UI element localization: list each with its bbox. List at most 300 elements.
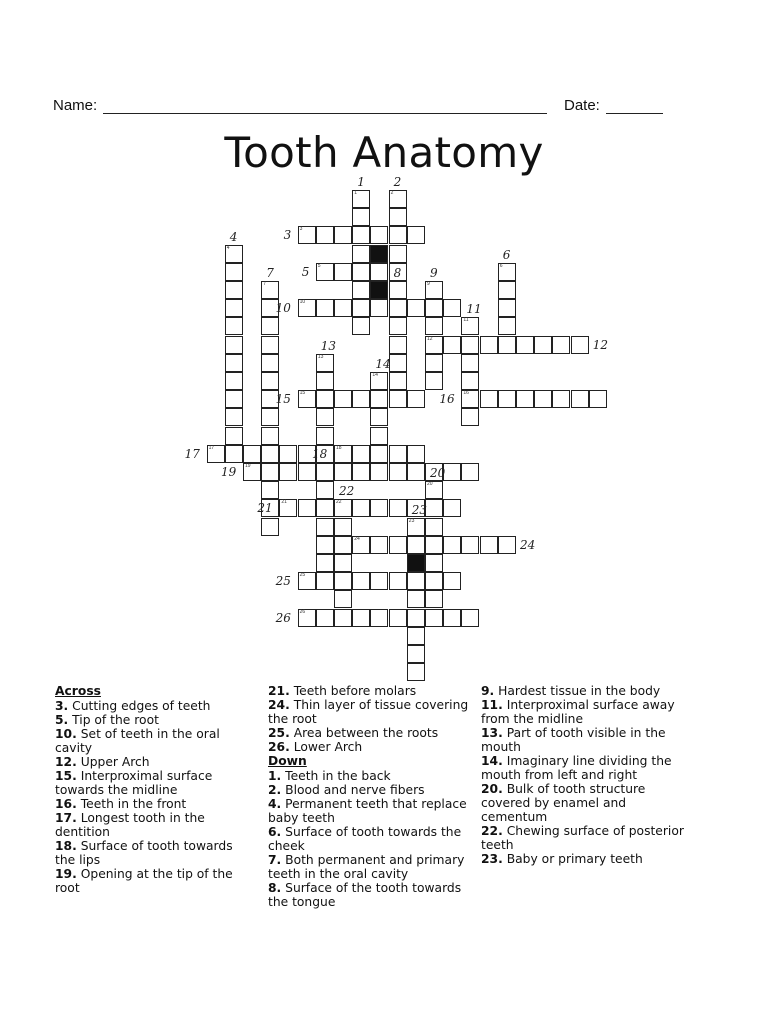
grid-cell[interactable] bbox=[498, 336, 516, 354]
grid-cell[interactable] bbox=[407, 645, 425, 663]
handwritten-number-26: 26 bbox=[275, 610, 291, 625]
grid-cell[interactable] bbox=[461, 354, 479, 372]
across-clue bbox=[55, 769, 255, 797]
grid-cell[interactable] bbox=[461, 463, 479, 481]
grid-cell[interactable] bbox=[352, 208, 370, 226]
grid-cell[interactable] bbox=[207, 445, 225, 463]
grid-cell[interactable] bbox=[225, 263, 243, 281]
down-clue bbox=[268, 783, 476, 797]
clue-number: 14. bbox=[481, 754, 503, 768]
grid-cell[interactable] bbox=[334, 463, 352, 481]
handwritten-number-11: 11 bbox=[466, 302, 482, 317]
across-clue bbox=[55, 867, 255, 895]
grid-cell[interactable] bbox=[461, 372, 479, 390]
grid-cell[interactable] bbox=[498, 281, 516, 299]
clue-text: Longest tooth in the dentition bbox=[55, 811, 205, 839]
grid-cell[interactable] bbox=[589, 390, 607, 408]
clue-number: 5. bbox=[55, 713, 69, 727]
handwritten-number-25: 25 bbox=[275, 574, 291, 589]
grid-cell[interactable] bbox=[279, 463, 297, 481]
grid-cell[interactable] bbox=[407, 518, 425, 536]
cell-number: 15 bbox=[299, 390, 306, 397]
grid-cell[interactable] bbox=[334, 299, 352, 317]
grid-cell[interactable] bbox=[334, 390, 352, 408]
grid-cell[interactable] bbox=[370, 572, 388, 590]
grid-cell[interactable] bbox=[316, 372, 334, 390]
cell-number: 23 bbox=[408, 517, 415, 524]
handwritten-number-15: 15 bbox=[275, 392, 291, 407]
blocked-cell bbox=[370, 281, 388, 299]
blocked-cell bbox=[370, 245, 388, 263]
clue-number: 12. bbox=[55, 755, 77, 769]
grid-cell[interactable] bbox=[461, 390, 479, 408]
clue-text: Interproximal surface away from the midline bbox=[481, 698, 675, 726]
grid-cell[interactable] bbox=[352, 299, 370, 317]
grid-cell[interactable] bbox=[225, 281, 243, 299]
clue-text: Interproximal surface towards the midline bbox=[55, 769, 213, 797]
page-title: Tooth Anatomy bbox=[224, 128, 544, 177]
clue-number: 3. bbox=[55, 699, 69, 713]
grid-cell[interactable] bbox=[461, 609, 479, 627]
grid-cell[interactable] bbox=[389, 390, 407, 408]
across-clue bbox=[55, 839, 255, 867]
grid-cell[interactable] bbox=[389, 463, 407, 481]
clues-column-1 bbox=[55, 684, 255, 895]
across-clue bbox=[55, 713, 255, 727]
grid-cell[interactable] bbox=[370, 609, 388, 627]
grid-cell[interactable] bbox=[516, 390, 534, 408]
cell-number: 7 bbox=[263, 281, 266, 287]
clue-number: 26. bbox=[268, 740, 290, 754]
grid-cell[interactable] bbox=[425, 499, 443, 517]
grid-cell[interactable] bbox=[461, 317, 479, 335]
grid-cell[interactable] bbox=[225, 336, 243, 354]
across-clue bbox=[268, 726, 476, 740]
grid-cell[interactable] bbox=[370, 226, 388, 244]
grid-cell[interactable] bbox=[425, 281, 443, 299]
cell-number: 3 bbox=[299, 226, 303, 233]
handwritten-number-12: 12 bbox=[592, 337, 609, 352]
clue-text: Both permanent and primary teeth in the oral cavity bbox=[268, 853, 465, 881]
grid-cell[interactable] bbox=[389, 572, 407, 590]
handwritten-number-21: 21 bbox=[257, 501, 273, 516]
grid-cell[interactable] bbox=[516, 336, 534, 354]
grid-cell[interactable] bbox=[316, 609, 334, 627]
grid-cell[interactable] bbox=[334, 226, 352, 244]
grid-cell[interactable] bbox=[225, 445, 243, 463]
clue-text: Lower Arch bbox=[289, 740, 363, 754]
grid-cell[interactable] bbox=[425, 299, 443, 317]
grid-cell[interactable] bbox=[407, 590, 425, 608]
handwritten-number-9: 9 bbox=[430, 266, 438, 280]
grid-cell[interactable] bbox=[407, 572, 425, 590]
across-clue bbox=[268, 698, 476, 726]
grid-cell[interactable] bbox=[425, 554, 443, 572]
grid-cell[interactable] bbox=[316, 536, 334, 554]
grid-cell[interactable] bbox=[498, 390, 516, 408]
clue-number: 25. bbox=[268, 726, 290, 740]
grid-cell[interactable] bbox=[370, 536, 388, 554]
grid-cell[interactable] bbox=[425, 354, 443, 372]
down-clue bbox=[268, 853, 476, 881]
handwritten-number-20: 20 bbox=[430, 466, 446, 481]
down-clue bbox=[481, 824, 693, 852]
grid-cell[interactable] bbox=[298, 226, 316, 244]
clue-text: Surface of tooth towards the cheek bbox=[268, 825, 462, 853]
grid-cell[interactable] bbox=[370, 372, 388, 390]
grid-cell[interactable] bbox=[534, 336, 552, 354]
grid-cell[interactable] bbox=[370, 445, 388, 463]
grid-cell[interactable] bbox=[425, 572, 443, 590]
clue-text: Permanent teeth that replace baby teeth bbox=[268, 797, 467, 825]
across-clue bbox=[55, 797, 255, 811]
grid-cell[interactable] bbox=[316, 226, 334, 244]
grid-cell[interactable] bbox=[389, 190, 407, 208]
grid-cell[interactable] bbox=[498, 536, 516, 554]
clue-text: Chewing surface of posterior teeth bbox=[481, 824, 684, 852]
grid-cell[interactable] bbox=[352, 263, 370, 281]
grid-cell[interactable] bbox=[461, 408, 479, 426]
grid-cell[interactable] bbox=[352, 245, 370, 263]
grid-cell[interactable] bbox=[389, 208, 407, 226]
grid-cell[interactable] bbox=[443, 572, 461, 590]
grid-cell[interactable] bbox=[498, 263, 516, 281]
handwritten-number-22: 22 bbox=[339, 484, 355, 499]
grid-cell[interactable] bbox=[316, 408, 334, 426]
clue-text: Cutting edges of teeth bbox=[68, 699, 211, 713]
cell-number: 24 bbox=[354, 535, 360, 542]
clue-text: Hardest tissue in the body bbox=[494, 684, 661, 698]
grid-cell[interactable] bbox=[443, 609, 461, 627]
grid-cell[interactable] bbox=[461, 336, 479, 354]
grid-cell[interactable] bbox=[225, 427, 243, 445]
grid-cell[interactable] bbox=[480, 336, 498, 354]
grid-cell[interactable] bbox=[352, 317, 370, 335]
grid-cell[interactable] bbox=[316, 499, 334, 517]
grid-cell[interactable] bbox=[298, 463, 316, 481]
grid-cell[interactable] bbox=[225, 299, 243, 317]
grid-cell[interactable] bbox=[261, 372, 279, 390]
down-clue bbox=[481, 782, 693, 824]
clue-text: Blood and nerve fibers bbox=[281, 783, 425, 797]
grid-cell[interactable] bbox=[243, 463, 261, 481]
grid-cell[interactable] bbox=[261, 408, 279, 426]
grid-cell[interactable] bbox=[552, 336, 570, 354]
clue-text: Set of teeth in the oral cavity bbox=[55, 727, 220, 755]
cell-number: 25 bbox=[299, 572, 306, 579]
grid-cell[interactable] bbox=[352, 190, 370, 208]
across-clue bbox=[55, 699, 255, 713]
handwritten-number-14: 14 bbox=[375, 357, 391, 371]
clue-number: 18. bbox=[55, 839, 77, 853]
grid-cell[interactable] bbox=[480, 390, 498, 408]
grid-cell[interactable] bbox=[352, 226, 370, 244]
grid-cell[interactable] bbox=[425, 317, 443, 335]
grid-cell[interactable] bbox=[334, 572, 352, 590]
name-label: Name: bbox=[53, 97, 98, 114]
grid-cell[interactable] bbox=[261, 427, 279, 445]
grid-cell[interactable] bbox=[389, 354, 407, 372]
clue-text: Part of tooth visible in the mouth bbox=[481, 726, 666, 754]
grid-cell[interactable] bbox=[443, 336, 461, 354]
grid-cell[interactable] bbox=[425, 372, 443, 390]
handwritten-number-10: 10 bbox=[275, 301, 291, 316]
handwritten-number-5: 5 bbox=[301, 264, 310, 279]
grid-cell[interactable] bbox=[334, 445, 352, 463]
grid-cell[interactable] bbox=[498, 299, 516, 317]
cell-number: 2 bbox=[390, 190, 394, 196]
grid-cell[interactable] bbox=[261, 281, 279, 299]
blocked-cell bbox=[407, 554, 425, 572]
handwritten-number-23: 23 bbox=[411, 502, 428, 517]
clue-number: 21. bbox=[268, 684, 290, 698]
handwritten-number-7: 7 bbox=[266, 266, 274, 280]
grid-cell[interactable] bbox=[389, 317, 407, 335]
grid-cell[interactable] bbox=[334, 263, 352, 281]
cell-number: 20 bbox=[427, 481, 433, 488]
grid-cell[interactable] bbox=[498, 317, 516, 335]
grid-cell[interactable] bbox=[407, 226, 425, 244]
clue-text: Imaginary line dividing the mouth from left and right bbox=[481, 754, 672, 782]
clue-number: 22. bbox=[481, 824, 503, 838]
clue-text: Baby or primary teeth bbox=[502, 852, 643, 866]
across-clue bbox=[268, 740, 476, 754]
cell-number: 6 bbox=[499, 262, 503, 269]
grid-cell[interactable] bbox=[370, 427, 388, 445]
clue-number: 2. bbox=[268, 783, 282, 797]
grid-cell[interactable] bbox=[279, 445, 297, 463]
grid-cell[interactable] bbox=[407, 299, 425, 317]
grid-cell[interactable] bbox=[298, 499, 316, 517]
clue-number: 4. bbox=[268, 797, 282, 811]
grid-cell[interactable] bbox=[316, 299, 334, 317]
clue-number: 19. bbox=[55, 867, 77, 881]
grid-cell[interactable] bbox=[225, 354, 243, 372]
grid-cell[interactable] bbox=[425, 481, 443, 499]
cell-number: 21 bbox=[281, 499, 287, 506]
clue-number: 20. bbox=[481, 782, 503, 796]
grid-cell[interactable] bbox=[334, 590, 352, 608]
grid-cell[interactable] bbox=[352, 390, 370, 408]
grid-cell[interactable] bbox=[425, 609, 443, 627]
grid-cell[interactable] bbox=[571, 336, 589, 354]
grid-cell[interactable] bbox=[352, 572, 370, 590]
grid-cell[interactable] bbox=[261, 518, 279, 536]
grid-cell[interactable] bbox=[334, 518, 352, 536]
grid-cell[interactable] bbox=[443, 536, 461, 554]
grid-cell[interactable] bbox=[407, 463, 425, 481]
grid-cell[interactable] bbox=[407, 536, 425, 554]
grid-cell[interactable] bbox=[261, 463, 279, 481]
grid-cell[interactable] bbox=[334, 536, 352, 554]
grid-cell[interactable] bbox=[225, 390, 243, 408]
grid-cell[interactable] bbox=[316, 354, 334, 372]
grid-cell[interactable] bbox=[480, 536, 498, 554]
grid-cell[interactable] bbox=[316, 481, 334, 499]
grid-cell[interactable] bbox=[407, 627, 425, 645]
grid-cell[interactable] bbox=[225, 317, 243, 335]
cell-number: 1 bbox=[354, 190, 357, 196]
grid-cell[interactable] bbox=[261, 317, 279, 335]
grid-cell[interactable] bbox=[461, 536, 479, 554]
handwritten-number-24: 24 bbox=[520, 537, 536, 552]
down-clue bbox=[481, 754, 693, 782]
clue-text: Tip of the root bbox=[68, 713, 159, 727]
cell-number: 19 bbox=[245, 463, 251, 469]
grid-cell[interactable] bbox=[389, 536, 407, 554]
grid-cell[interactable] bbox=[298, 299, 316, 317]
grid-cell[interactable] bbox=[370, 390, 388, 408]
cell-number: 26 bbox=[299, 608, 306, 615]
grid-cell[interactable] bbox=[225, 245, 243, 263]
clue-number: 15. bbox=[55, 769, 77, 783]
grid-cell[interactable] bbox=[389, 609, 407, 627]
cell-number: 11 bbox=[463, 317, 469, 324]
clue-text: Teeth in the back bbox=[281, 769, 391, 783]
cell-number: 5 bbox=[317, 262, 321, 269]
down-clue bbox=[268, 825, 476, 853]
grid-cell[interactable] bbox=[407, 390, 425, 408]
grid-cell[interactable] bbox=[352, 499, 370, 517]
grid-cell[interactable] bbox=[443, 499, 461, 517]
down-heading: Down bbox=[268, 754, 307, 768]
handwritten-number-18: 18 bbox=[312, 446, 328, 461]
cell-number: 10 bbox=[299, 299, 306, 306]
across-heading: Across bbox=[55, 684, 101, 698]
grid-cell[interactable] bbox=[352, 281, 370, 299]
grid-cell[interactable] bbox=[261, 481, 279, 499]
grid-cell[interactable] bbox=[352, 445, 370, 463]
cell-number: 16 bbox=[463, 390, 469, 397]
across-clue bbox=[55, 811, 255, 839]
down-clue bbox=[268, 769, 476, 783]
grid-cell[interactable] bbox=[316, 554, 334, 572]
across-clue bbox=[55, 755, 255, 769]
grid-cell[interactable] bbox=[425, 536, 443, 554]
clue-number: 7. bbox=[268, 853, 282, 867]
clue-text: Surface of tooth towards the lips bbox=[55, 839, 233, 867]
cell-number: 17 bbox=[208, 444, 215, 451]
grid-cell[interactable] bbox=[389, 336, 407, 354]
clue-text: Bulk of tooth structure covered by enamel and cementum bbox=[481, 782, 646, 824]
grid-cell[interactable] bbox=[407, 663, 425, 681]
grid-cell[interactable] bbox=[225, 408, 243, 426]
grid-cell[interactable] bbox=[279, 499, 297, 517]
grid-cell[interactable] bbox=[407, 609, 425, 627]
grid-cell[interactable] bbox=[389, 445, 407, 463]
cell-number: 14 bbox=[372, 372, 378, 378]
down-clue bbox=[268, 797, 476, 825]
handwritten-number-19: 19 bbox=[221, 465, 237, 479]
clue-number: 9. bbox=[481, 684, 495, 698]
grid-cell[interactable] bbox=[389, 281, 407, 299]
grid-cell[interactable] bbox=[370, 499, 388, 517]
grid-cell[interactable] bbox=[316, 463, 334, 481]
grid-cell[interactable] bbox=[298, 609, 316, 627]
clue-number: 23. bbox=[481, 852, 503, 866]
grid-cell[interactable] bbox=[261, 336, 279, 354]
grid-cell[interactable] bbox=[298, 390, 316, 408]
clue-number: 10. bbox=[55, 727, 77, 741]
grid-cell[interactable] bbox=[316, 390, 334, 408]
grid-cell[interactable] bbox=[225, 372, 243, 390]
clue-text: Opening at the tip of the root bbox=[55, 867, 233, 895]
grid-cell[interactable] bbox=[261, 354, 279, 372]
grid-cell[interactable] bbox=[316, 572, 334, 590]
grid-cell[interactable] bbox=[316, 427, 334, 445]
grid-cell[interactable] bbox=[389, 245, 407, 263]
cell-number: 18 bbox=[336, 444, 342, 451]
grid-cell[interactable] bbox=[352, 536, 370, 554]
handwritten-number-6: 6 bbox=[502, 247, 511, 262]
grid-cell[interactable] bbox=[425, 590, 443, 608]
handwritten-number-3: 3 bbox=[283, 228, 292, 243]
cell-number: 9 bbox=[427, 281, 430, 287]
cell-number: 22 bbox=[336, 499, 342, 506]
grid-cell[interactable] bbox=[370, 263, 388, 281]
grid-cell[interactable] bbox=[352, 609, 370, 627]
clue-text: Teeth before molars bbox=[289, 684, 417, 698]
grid-cell[interactable] bbox=[370, 463, 388, 481]
grid-cell[interactable] bbox=[425, 518, 443, 536]
grid-cell[interactable] bbox=[443, 463, 461, 481]
grid-cell[interactable] bbox=[389, 226, 407, 244]
grid-cell[interactable] bbox=[334, 554, 352, 572]
grid-cell[interactable] bbox=[316, 263, 334, 281]
handwritten-number-13: 13 bbox=[320, 338, 337, 353]
grid-cell[interactable] bbox=[534, 390, 552, 408]
clue-text: Thin layer of tissue covering the root bbox=[268, 698, 469, 726]
grid-cell[interactable] bbox=[298, 572, 316, 590]
grid-cell[interactable] bbox=[261, 445, 279, 463]
cell-number: 13 bbox=[317, 353, 324, 360]
across-clue bbox=[55, 727, 255, 755]
down-clue bbox=[481, 852, 693, 866]
grid-cell[interactable] bbox=[243, 445, 261, 463]
handwritten-number-16: 16 bbox=[439, 392, 455, 407]
grid-cell[interactable] bbox=[334, 499, 352, 517]
grid-cell[interactable] bbox=[334, 609, 352, 627]
grid-cell[interactable] bbox=[389, 372, 407, 390]
clue-number: 13. bbox=[481, 726, 503, 740]
grid-cell[interactable] bbox=[370, 299, 388, 317]
clue-number: 24. bbox=[268, 698, 290, 712]
clue-text: Teeth in the front bbox=[76, 797, 187, 811]
handwritten-number-4: 4 bbox=[229, 229, 238, 244]
clue-number: 17. bbox=[55, 811, 77, 825]
grid-cell[interactable] bbox=[425, 336, 443, 354]
clue-text: Area between the roots bbox=[289, 726, 439, 740]
grid-cell[interactable] bbox=[389, 499, 407, 517]
clues-column-2 bbox=[268, 684, 476, 909]
clue-number: 11. bbox=[481, 698, 503, 712]
clues-column-3 bbox=[481, 684, 693, 866]
grid-cell[interactable] bbox=[443, 299, 461, 317]
clue-number: 8. bbox=[268, 881, 282, 895]
handwritten-number-17: 17 bbox=[184, 446, 200, 461]
down-clue bbox=[481, 698, 693, 726]
clue-text: Surface of the tooth towards the tongue bbox=[268, 881, 462, 909]
down-clue bbox=[481, 726, 693, 754]
grid-cell[interactable] bbox=[552, 390, 570, 408]
across-clue bbox=[268, 684, 476, 698]
grid-cell[interactable] bbox=[370, 408, 388, 426]
grid-cell[interactable] bbox=[407, 445, 425, 463]
grid-cell[interactable] bbox=[389, 299, 407, 317]
grid-cell[interactable] bbox=[571, 390, 589, 408]
grid-cell[interactable] bbox=[352, 463, 370, 481]
grid-cell[interactable] bbox=[316, 518, 334, 536]
